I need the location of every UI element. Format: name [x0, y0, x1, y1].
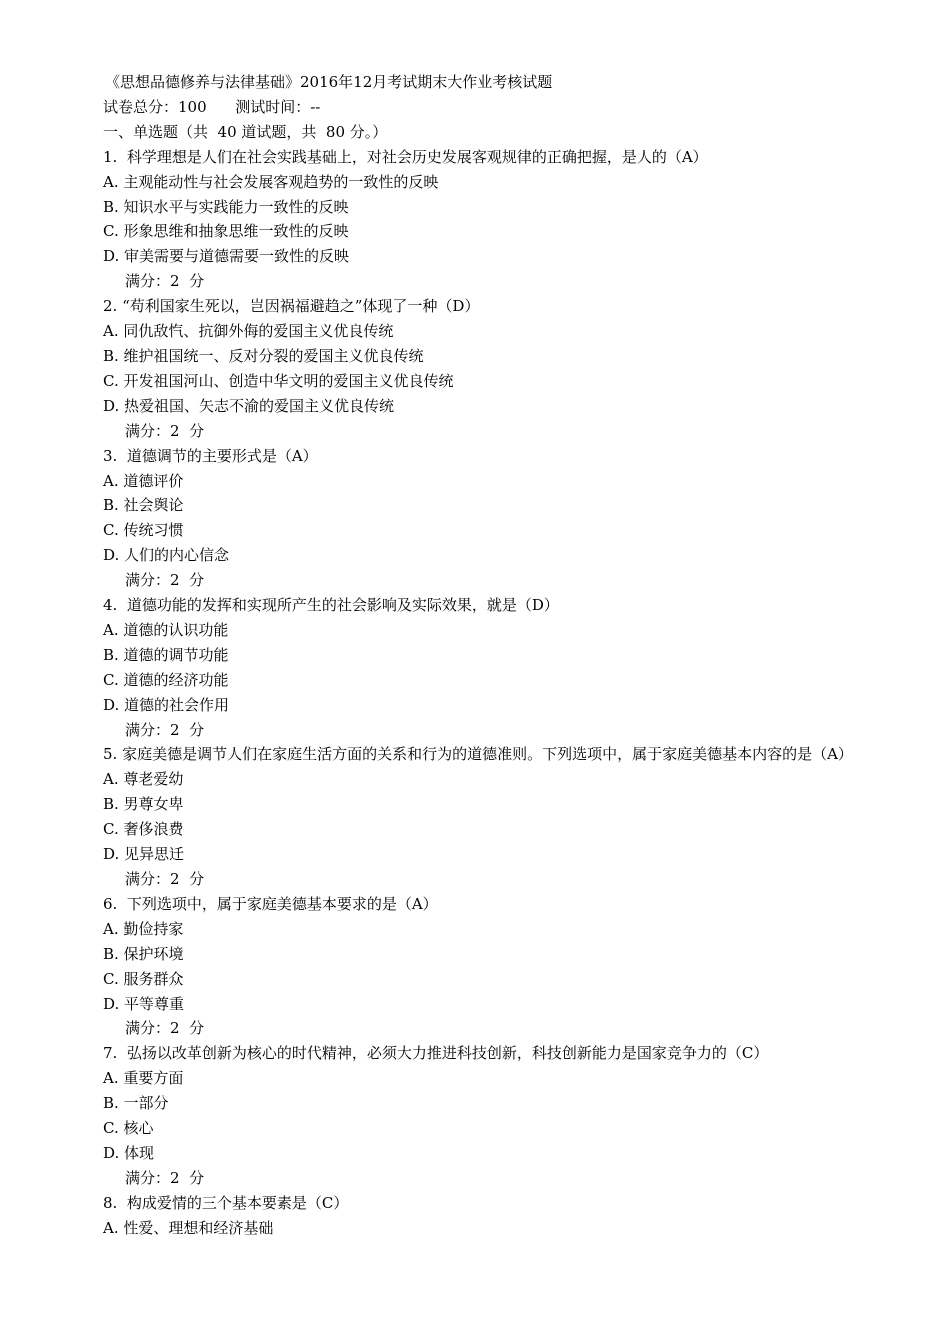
question-text: 1. 科学理想是人们在社会实践基础上，对社会历史发展客观规律的正确把握，是人的（A）	[103, 147, 708, 166]
option: A. 重要方面	[103, 1069, 184, 1088]
question-4	[103, 593, 883, 742]
option: B. 一部分	[103, 1094, 169, 1113]
option: D. 见异思迁	[103, 845, 185, 864]
option: C. 奢侈浪费	[103, 820, 184, 839]
score-label: 满分：2 分	[125, 421, 205, 440]
option: A. 主观能动性与社会发展客观趋势的一致性的反映	[103, 172, 439, 191]
score-label: 满分：2 分	[125, 272, 205, 291]
option: A. 尊老爱幼	[103, 770, 184, 789]
option: C. 道德的经济功能	[103, 670, 229, 689]
option: C. 形象思维和抽象思维一致性的反映	[103, 222, 349, 241]
doc-meta: 试卷总分：100 测试时间：--	[103, 97, 321, 116]
option: B. 社会舆论	[103, 496, 184, 515]
option: A. 道德评价	[103, 471, 184, 490]
question-6	[103, 892, 883, 1041]
document-page	[103, 70, 883, 1241]
score-label: 满分：2 分	[125, 1019, 205, 1038]
question-text: 7. 弘扬以改革创新为核心的时代精神，必须大力推进科技创新，科技创新能力是国家竞争力的（C）	[103, 1044, 769, 1063]
score-label: 满分：2 分	[125, 870, 205, 888]
option: D. 热爱祖国、矢志不渝的爱国主义优良传统	[103, 396, 395, 415]
score-label: 满分：2 分	[125, 1168, 205, 1187]
question-text: 5. 家庭美德是调节人们在家庭生活方面的关系和行为的道德准则。下列选项中，属于家庭美德基本内容的是（A）	[103, 745, 853, 764]
question-5	[103, 742, 883, 891]
option: A. 同仇敌忾、抗御外侮的爱国主义优良传统	[103, 322, 394, 341]
question-text: 6. 下列选项中，属于家庭美德基本要求的是（A）	[103, 894, 438, 913]
option: A. 性爱、理想和经济基础	[103, 1218, 274, 1237]
option: C. 服务群众	[103, 969, 184, 988]
option: C. 核心	[103, 1119, 154, 1138]
option: D. 体现	[103, 1143, 155, 1162]
question-text: 2. “苟利国家生死以，岂因祸福避趋之”体现了一种（D）	[103, 297, 480, 316]
option: C. 传统习惯	[103, 521, 184, 540]
option: A. 道德的认识功能	[103, 620, 229, 639]
score-label: 满分：2 分	[125, 571, 205, 590]
section-heading: 一、单选题（共 40 道试题，共 80 分。）	[103, 122, 388, 141]
option: D. 道德的社会作用	[103, 695, 230, 714]
option: B. 男尊女卑	[103, 795, 184, 814]
option: C. 开发祖国河山、创造中华文明的爱国主义优良传统	[103, 371, 454, 390]
option: B. 道德的调节功能	[103, 645, 229, 664]
question-2	[103, 294, 883, 443]
option: D. 平等尊重	[103, 994, 185, 1013]
doc-title: 《思想品德修养与法律基础》2016年12月考试期末大作业考核试题	[105, 73, 553, 91]
option: B. 保护环境	[103, 944, 184, 963]
question-3	[103, 444, 883, 593]
option: D. 人们的内心信念	[103, 546, 230, 565]
score-label: 满分：2 分	[125, 720, 205, 739]
question-text: 3. 道德调节的主要形式是（A）	[103, 446, 318, 465]
question-text: 4. 道德功能的发挥和实现所产生的社会影响及实际效果，就是（D）	[103, 596, 559, 615]
option: B. 维护祖国统一、反对分裂的爱国主义优良传统	[103, 346, 424, 365]
option: D. 审美需要与道德需要一致性的反映	[103, 247, 350, 266]
option: B. 知识水平与实践能力一致性的反映	[103, 197, 349, 216]
question-8	[103, 1191, 883, 1241]
option: A. 勤俭持家	[103, 919, 184, 938]
question-1	[103, 145, 883, 294]
question-text: 8. 构成爱情的三个基本要素是（C）	[103, 1193, 349, 1212]
question-7	[103, 1041, 883, 1190]
